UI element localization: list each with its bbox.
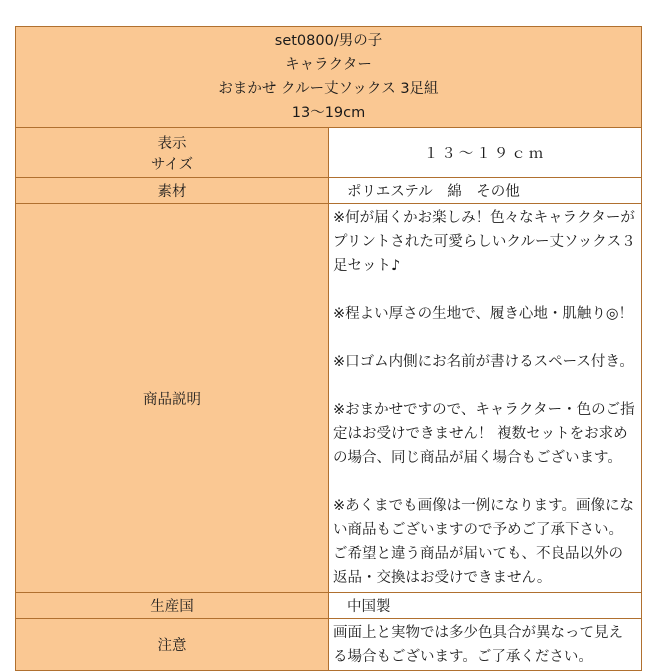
product-code: set0800/男の子 [274, 33, 383, 49]
note-label: 注意 [16, 619, 329, 671]
header-row [16, 27, 642, 128]
description-paragraph-surprise: ※何が届くかお楽しみ！色々なキャラクターがプリントされた可愛らしいクルー丈ソックス３足セット♪ [333, 210, 636, 274]
description-paragraph-returns: ※あくまでも画像は一例になります。画像にない商品もございますので予めご了承下さい。 ご希望と違う商品が届いても、不良品以外の返品・交換はお受けできません。 [333, 498, 634, 586]
origin-value: 中国製 [329, 593, 642, 619]
description-paragraph-name-space: ※口ゴム内側にお名前が書けるスペース付き。 [333, 354, 634, 370]
size-label-line-2: サイズ [150, 156, 194, 173]
size-label-line-1: 表示 [157, 135, 187, 152]
description-paragraph-assortment: ※おまかせですので、キャラクター・色のご指定はお受けできません！ 複数セットをお求めの場合、同じ商品が届く場合もございます。 [333, 402, 635, 466]
product-title-cell [16, 27, 642, 128]
description-value [329, 204, 642, 593]
material-row [16, 178, 642, 204]
material-label: 素材 [16, 178, 329, 204]
size-label-cell [16, 128, 329, 178]
product-name: おまかせ クルー丈ソックス 3足組 [218, 81, 439, 97]
product-category: キャラクター [285, 57, 372, 73]
origin-row [16, 593, 642, 619]
description-row [16, 204, 642, 593]
description-label: 商品説明 [16, 204, 329, 593]
product-spec-table [15, 26, 642, 671]
origin-label: 生産国 [16, 593, 329, 619]
product-size-range: 13～19cm [291, 105, 366, 121]
description-paragraph-comfort: ※程よい厚さの生地で、履き心地・肌触り◎！ [333, 306, 634, 322]
note-value: 画面上と実物では多少色具合が異なって見える場合もございます。ご了承ください。 [329, 619, 642, 671]
size-row [16, 128, 642, 178]
note-row [16, 619, 642, 671]
size-value: １３～１９ｃｍ [329, 128, 642, 178]
material-value: ポリエステル 綿 その他 [329, 178, 642, 204]
